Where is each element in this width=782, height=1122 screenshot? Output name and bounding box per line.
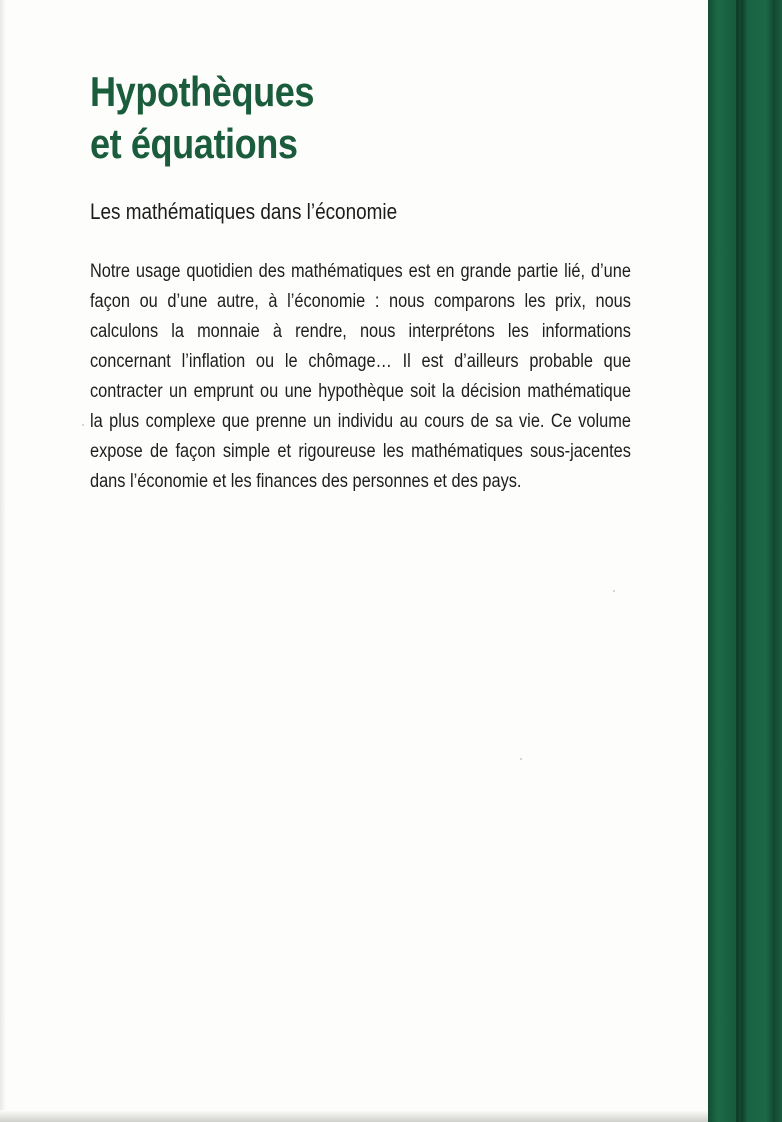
book-title-line-2: et équations	[90, 120, 298, 167]
book-title-line-1: Hypothèques	[90, 68, 315, 115]
page-edge-bottom	[0, 1110, 720, 1122]
book-title	[90, 66, 572, 170]
paper-speck	[520, 758, 522, 760]
book-subtitle: Les mathématiques dans l’économie	[90, 199, 398, 224]
paper-speck	[613, 590, 615, 592]
book-spine	[708, 0, 782, 1122]
page-edge-left	[0, 0, 6, 1122]
paper-speck	[82, 424, 84, 426]
spine-hinge	[736, 0, 739, 1122]
book-description: Notre usage quotidien des mathématiques est en grande partie lié, d’une façon ou d’une autre, à l’économie : nous comparons les prix, nous calculons la monnaie à rendre, nous interprétons les informations concernant l’inflation ou le chômage… Il est d’ailleurs probable que contracter un emprunt ou une hypothèque soit la décision mathématique la plus complexe que prenne un individu au cours de sa vie. Ce volume expose de façon simple et rigoureuse les mathématiques sous-jacentes dans l’économie et les finances des personnes et des pays.	[90, 261, 631, 492]
